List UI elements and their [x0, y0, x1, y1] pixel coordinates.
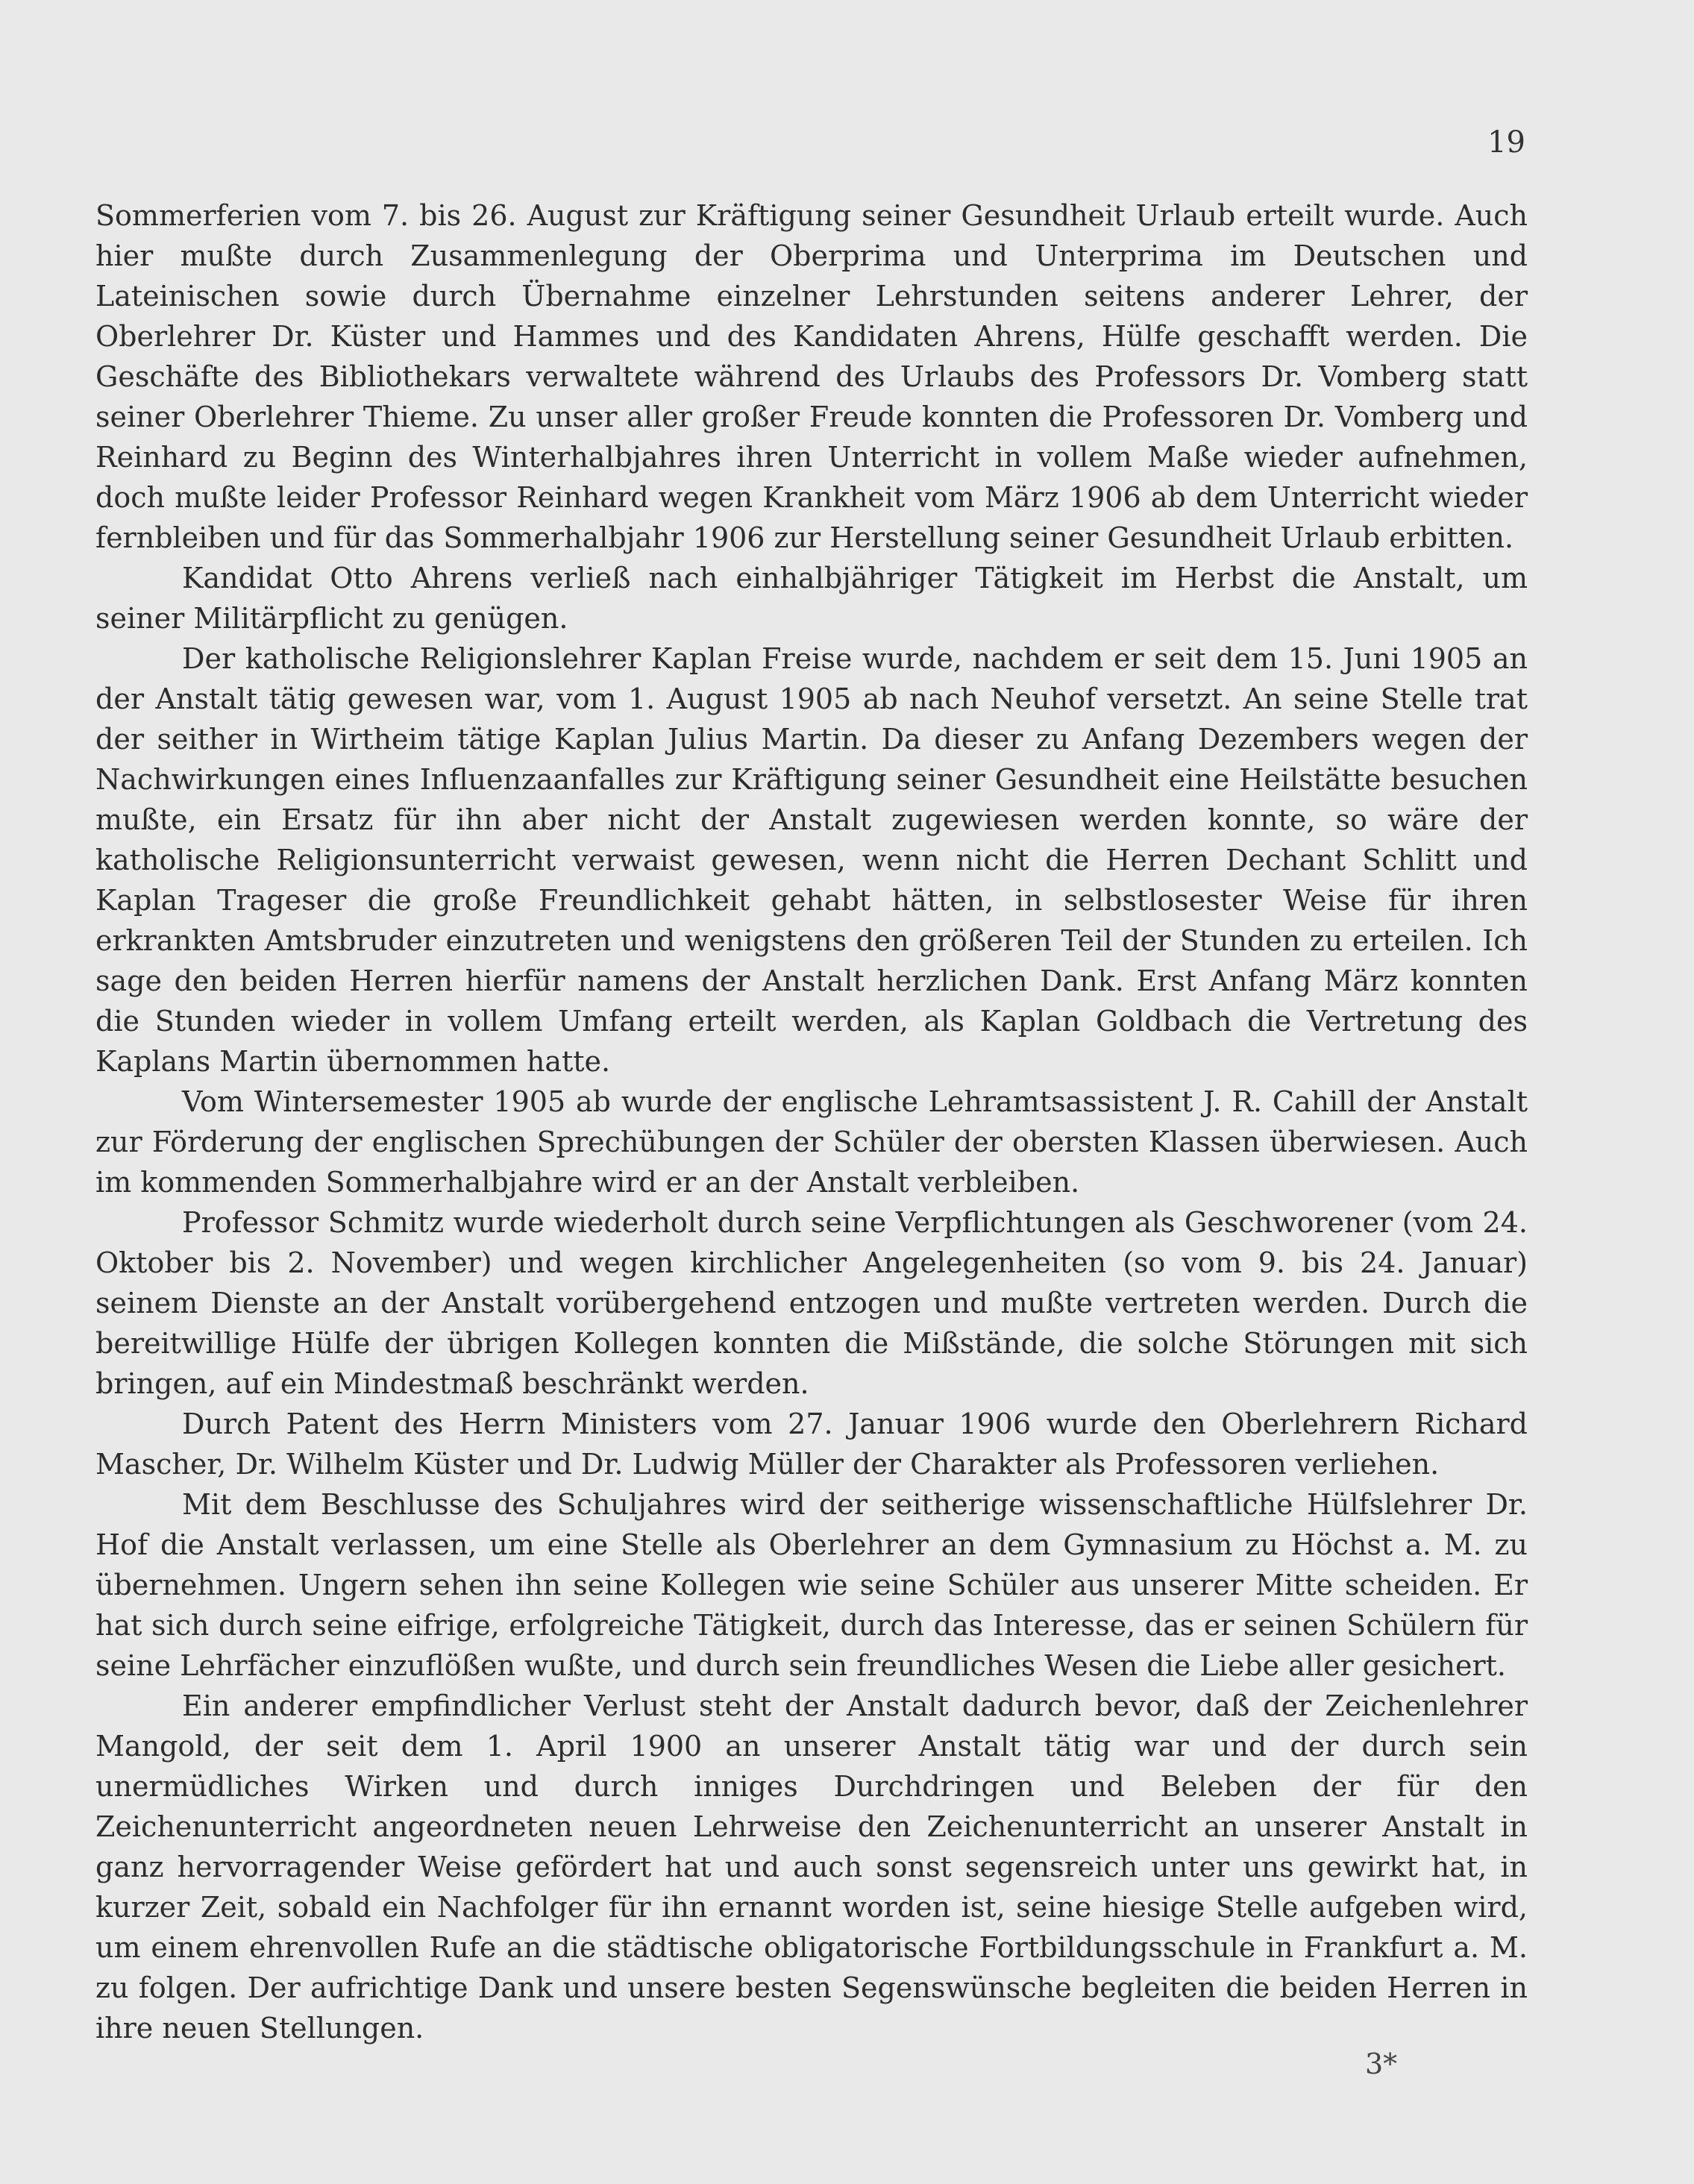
paragraph-2: Kandidat Otto Ahrens verließ nach einhalbjähriger Tätigkeit im Herbst die Anstalt, um seiner Militärpflicht zu genügen.	[95, 562, 1528, 635]
paragraph-6: Durch Patent des Herrn Ministers vom 27. Januar 1906 wurde den Oberlehrern Richard Mascher, Dr. Wilhelm Küster und Dr. Ludwig Müller der Charakter als Professoren verliehen.	[95, 1408, 1528, 1481]
paragraph-5: Professor Schmitz wurde wiederholt durch seine Verpflichtungen als Geschworener (vom 24. Oktober bis 2. November) und wegen kirchlicher Angelegenheiten (so vom 9. bis 24. Januar) seinem Dienste an der Anstalt vorübergehend entzogen und mußte vertreten werden. Durch die bereitwillige Hülfe der übrigen Kollegen konnten die Mißstände, die solche Störungen mit sich bringen, auf ein Mindestmaß beschränkt werden.	[95, 1206, 1528, 1400]
page-number: 19	[1487, 125, 1525, 160]
paragraph-1: Sommerferien vom 7. bis 26. August zur Kräftigung seiner Gesundheit Urlaub erteilt wurde. Auch hier mußte durch Zusammenlegung der Oberprima und Unterprima im Deutschen und Lateinischen sowie durch Übernahme einzelner Lehrstunden seitens anderer Lehrer, der Oberlehrer Dr. Küster und Hammes und des Kandidaten Ahrens, Hülfe geschafft werden. Die Geschäfte des Bibliothekars verwaltete während des Urlaubs des Professors Dr. Vomberg statt seiner Oberlehrer Thieme. Zu unser aller großer Freude konnten die Professoren Dr. Vomberg und Reinhard zu Beginn des Winterhalbjahres ihren Unterricht in vollem Maße wieder aufnehmen, doch mußte leider Professor Reinhard wegen Krankheit vom März 1906 ab dem Unterricht wieder fernbleiben und für das Sommerhalbjahr 1906 zur Herstellung seiner Gesundheit Urlaub erbitten.	[95, 199, 1528, 554]
paragraph-8: Ein anderer empfindlicher Verlust steht der Anstalt dadurch bevor, daß der Zeichenlehrer Mangold, der seit dem 1. April 1900 an unserer Anstalt tätig war und der durch sein unermüdliches Wirken und durch inniges Durchdringen und Beleben der für den Zeichenunterricht angeordneten neuen Lehrweise den Zeichenunterricht an unserer Anstalt in ganz hervorragender Weise gefördert hat und auch sonst segensreich unter uns gewirkt hat, in kurzer Zeit, sobald ein Nachfolger für ihn ernannt worden ist, seine hiesige Stelle aufgeben wird, um einem ehrenvollen Rufe an die städtische obligatorische Fortbildungsschule in Frankfurt a. M. zu folgen. Der aufrichtige Dank und unsere besten Segenswünsche begleiten die beiden Herren in ihre neuen Stellungen.	[95, 1689, 1528, 2045]
body-text	[95, 195, 1528, 2048]
paragraph-4: Vom Wintersemester 1905 ab wurde der englische Lehramtsassistent J. R. Cahill der Anstalt zur Förderung der englischen Sprechübungen der Schüler der obersten Klassen überwiesen. Auch im kommenden Sommerhalbjahre wird er an der Anstalt verbleiben.	[95, 1085, 1528, 1199]
signature-mark: 3*	[1365, 2048, 1398, 2080]
paragraph-3: Der katholische Religionslehrer Kaplan Freise wurde, nachdem er seit dem 15. Juni 1905 an der Anstalt tätig gewesen war, vom 1. August 1905 ab nach Neuhof versetzt. An seine Stelle trat der seither in Wirtheim tätige Kaplan Julius Martin. Da dieser zu Anfang Dezembers wegen der Nachwirkungen eines Influenzaanfalles zur Kräftigung seiner Gesundheit eine Heilstätte besuchen mußte, ein Ersatz für ihn aber nicht der Anstalt zugewiesen werden konnte, so wäre der katholische Religionsunterricht verwaist gewesen, wenn nicht die Herren Dechant Schlitt und Kaplan Trageser die große Freundlichkeit gehabt hätten, in selbstlosester Weise für ihren erkrankten Amtsbruder einzutreten und wenigstens den größeren Teil der Stunden zu erteilen. Ich sage den beiden Herren hierfür namens der Anstalt herzlichen Dank. Erst Anfang März konnten die Stunden wieder in vollem Umfang erteilt werden, als Kaplan Goldbach die Vertretung des Kaplans Martin übernommen hatte.	[95, 642, 1528, 1078]
paragraph-7: Mit dem Beschlusse des Schuljahres wird der seitherige wissenschaftliche Hülfslehrer Dr. Hof die Anstalt verlassen, um eine Stelle als Oberlehrer an dem Gymnasium zu Höchst a. M. zu übernehmen. Ungern sehen ihn seine Kollegen wie seine Schüler aus unserer Mitte scheiden. Er hat sich durch seine eifrige, erfolgreiche Tätigkeit, durch das Interesse, das er seinen Schülern für seine Lehrfächer einzuflößen wußte, und durch sein freundliches Wesen die Liebe aller gesichert.	[95, 1488, 1528, 1682]
